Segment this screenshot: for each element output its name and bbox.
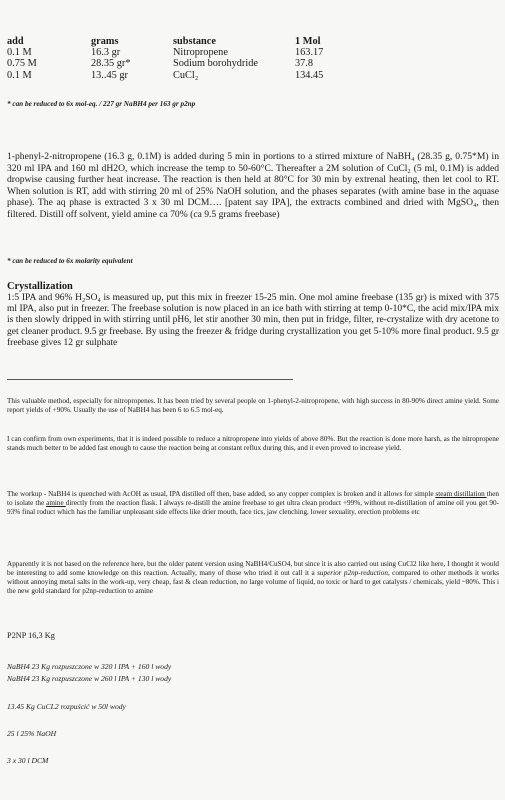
table-cell: Sodium borohydride [173, 58, 258, 70]
comment-text: Apparently it is not based on the reference here, but the older patent version using NaBH4/CuSO4, but since it is also carried out using CuCl2 like here, I thought it would be interesting to add some knowledge on this reaction. Actually, many of those who tried it out call it a [7, 560, 499, 578]
comment-paragraph-1: This valuable method, especially for nitropropenes. It has been tried by several people on 1-phenyl-2-nitropropene, with high success in 80-90% direct amine yield. Some report yields of +90%. Usually the use of NaBH4 has been 6 to 6.5 mol-eq. [7, 397, 499, 415]
table-row [7, 47, 355, 58]
table-cell: 163.17 [295, 47, 324, 59]
table-cell: 0.1 M [7, 69, 32, 81]
crystallization-heading: Crystallization [7, 281, 73, 292]
procedure-paragraph: 1-phenyl-2-nitropropene (16.3 g, 0.1M) is added during 5 min in portions to a stirred mixture of NaBH₄ (28.35 g, 0.75*M) in 320 ml IPA and 160 ml dH2O, which increase the temp to 50-60°C. Thereafter a 2M solution of CuCl₂ (5 ml, 0.1M) is added dropwise causing further heat increase. The reaction is then held at 80°C for 30 min by extrenal heating, then let cool to RT. When solution is RT, add with stirring 20 ml of 25% NaOH solution, and the phases separates (with amine base in the aquase phase). The aq phase is extracted 3 x 30 ml DCM…. [patent say IPA], the extracts combined and dried with MgSO₄, then filtered. Distill off solvent, yield amine ca 70% (ca 9.5 grams freebase) [7, 151, 499, 220]
comment-paragraph-2: I can confirm from own experiments, that it is indeed possible to reduce a nitropropene into yields of above 80%. But the reaction is done more harsh, as the nitropropene stands much better to be added fast enough to cause the reaction being at constant reflux during this, and it even proved to increase yield. [7, 435, 499, 453]
footnote-molarity: * can be reduced to 6x molarity equivalent [7, 257, 133, 265]
table-cell: 0.75 M [7, 58, 37, 70]
header-mol: 1 Mol [295, 36, 321, 47]
table-header-row [7, 36, 355, 47]
reagent-table [7, 36, 355, 81]
header-substance: substance [173, 36, 216, 47]
underlined-term: amine [46, 499, 66, 508]
table-cell: 16.3 gr [91, 47, 121, 59]
comment-paragraph-3 [7, 490, 499, 517]
comment-text: then to isolate the [7, 490, 500, 508]
scaled-line-3: 13.45 Kg CuCL2 rozpuścić w 50l wody [7, 702, 126, 711]
table-cell: 37.8 [295, 58, 314, 70]
table-row [7, 70, 355, 81]
table-cell: CuCl₂ [173, 69, 199, 81]
comment-text: The workup - NaBH4 is quenched with AcOH as usual, IPA distilled off then, base added, so any copper complex is broken and it allows for simple [7, 490, 436, 498]
table-cell: 28.35 gr* [91, 58, 131, 70]
table-cell: Nitropropene [173, 47, 228, 59]
comment-text: , compared to other methods it works without annoying metal salts in the work-up, very cheap, fast & clean reduction, no large volume of liquid, no toxic or hard to get catalysts / chemicals, yield ~80%. This i the new gold standard for p2np-reduction to amine [7, 569, 499, 596]
emphasis-text: superior p2np-reduction [317, 569, 388, 578]
table-cell: 13..45 gr [91, 69, 128, 81]
underlined-term: steam distillation [435, 490, 487, 498]
scaled-p2np: P2NP 16,3 Kg [7, 631, 55, 640]
section-divider [7, 379, 293, 380]
scaled-line-4: 25 l 25% NaOH [7, 729, 57, 738]
comment-text: directly from the reaction flask. I always re-distill the amine freebase to get ultra clean product +99%, without re-distillation of amine oil you get 90-93% final roduct which has the familiar unpleasant side effects like drier mouth, face tics, jaw clenching, lower sexuality, erection problems etc [7, 499, 499, 517]
header-grams: grams [91, 36, 119, 47]
footnote-mol-eq: * can be reduced to 6x mol-eq. / 227 gr NaBH4 per 163 gr p2np [7, 100, 196, 108]
comment-paragraph-4 [7, 560, 499, 596]
scaled-line-1: NaBH4 23 Kg rozpuszczone w 320 l IPA + 160 l wody [7, 662, 172, 671]
crystallization-paragraph: 1:5 IPA and 96% H₂SO₄ is measured up, put this mix in freezer 15-25 min. One mol amine freebase (135 gr) is mixed with 375 ml IPA, also put in freezer. The freebase solution is now placed in an ice bath with stirring at temp 0-10*C, the acid mix/IPA mix is then slowly dripped in with stirring until pH6, let stir another 30 min, then put in fridge, filter, re-crystalize with dry acetone to get cleaner product. 9.5 gr freebase. By using the freezer & fridge during crystallization you get 5-10% more final product. 9.5 gr freebase gives 12 gr sulphate [7, 293, 499, 348]
table-cell: 0.1 M [7, 47, 32, 59]
scaled-line-5: 3 x 30 l DCM [7, 756, 49, 765]
scaled-line-2: NaBH4 23 Kg rozpuszczone w 260 l IPA + 130 l wody [7, 674, 172, 683]
table-row [7, 58, 355, 69]
header-add: add [7, 36, 24, 47]
table-cell: 134.45 [295, 69, 324, 81]
